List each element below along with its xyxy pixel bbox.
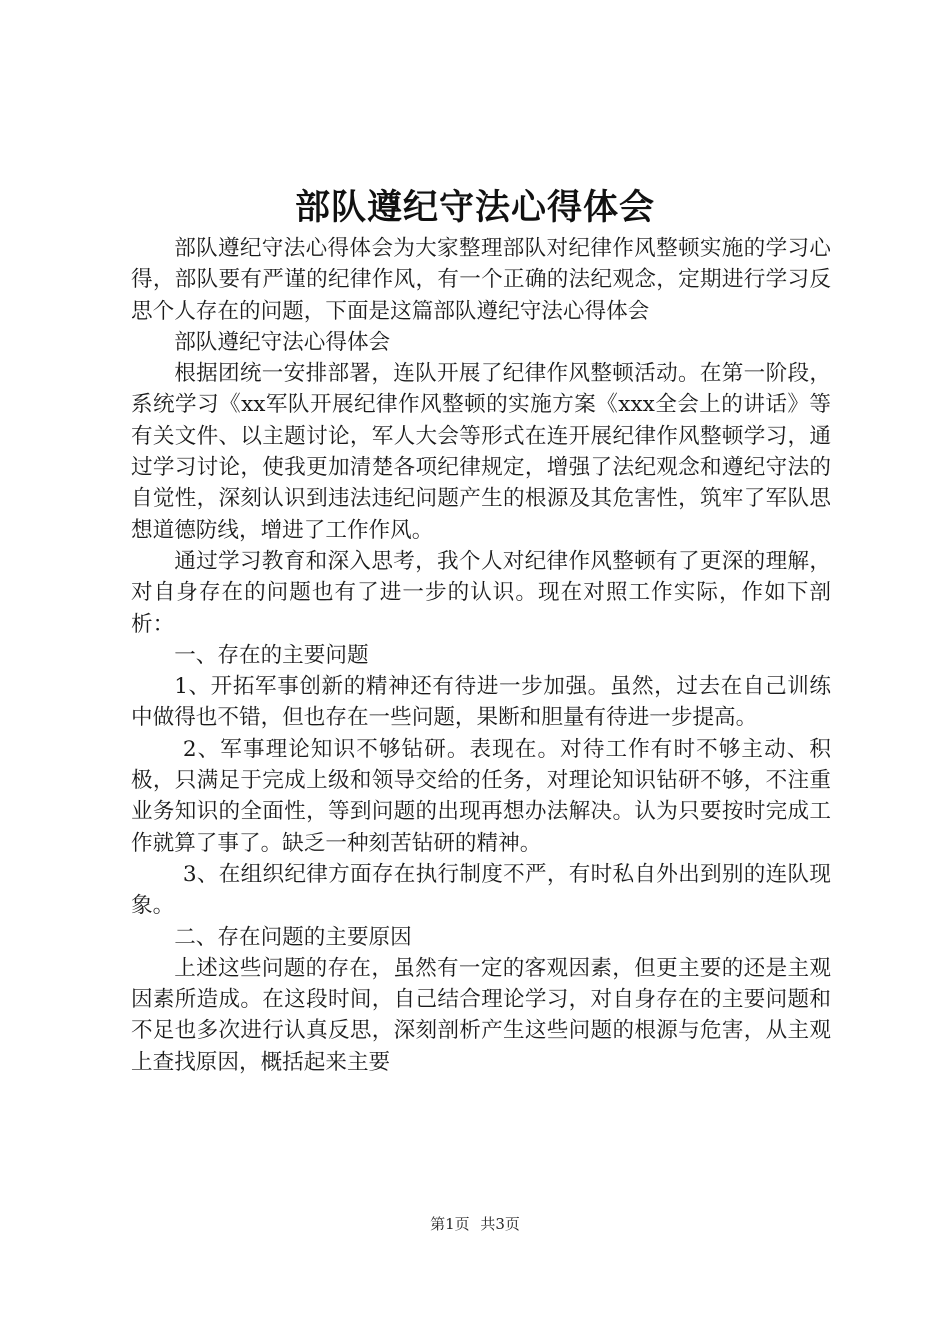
paragraph-intro: 部队遵纪守法心得体会为大家整理部队对纪律作风整顿实施的学习心得，部队要有严谨的纪律作风，有一个正确的法纪观念，定期进行学习反思个人存在的问题，下面是这篇部队遵纪守法心得体会 xyxy=(131,236,831,324)
document-title: 部队遵纪守法心得体会 xyxy=(294,188,655,228)
page-number: 第1页 xyxy=(430,1215,470,1233)
page-footer xyxy=(0,1213,950,1235)
paragraph-subtitle: 部队遵纪守法心得体会 xyxy=(174,329,391,355)
paragraph: 通过学习教育和深入思考，我个人对纪律作风整顿有了更深的理解，对自身存在的问题也有了进一步的认识。现在对照工作实际，作如下剖析： xyxy=(131,548,831,637)
section-heading: 一、存在的主要问题 xyxy=(174,642,369,668)
list-item: 3、在组织纪律方面存在执行制度不严，有时私自外出到别的连队现象。 xyxy=(131,861,831,919)
section-heading: 二、存在问题的主要原因 xyxy=(174,924,412,950)
paragraph: 根据团统一安排部署，连队开展了纪律作风整顿活动。在第一阶段，系统学习《xx军队开展纪律作风整顿的实施方案《xxx全会上的讲话》等有关文件、以主题讨论，军人大会等形式在连开展纪律作风整顿学习，通过学习讨论，使我更加清楚各项纪律规定，增强了法纪观念和遵纪守法的自觉性，深刻认识到违法违纪问题产生的根源及其危害性，筑牢了军队思想道德防线，增进了工作作风。 xyxy=(131,361,831,543)
paragraph: 上述这些问题的存在，虽然有一定的客观因素，但更主要的还是主观因素所造成。在这段时间，自己结合理论学习，对自身存在的主要问题和不足也多次进行认真反思，深刻剖析产生这些问题的根源与危害，从主观上查找原因，概括起来主要 xyxy=(131,955,831,1075)
list-item: 2、军事理论知识不够钻研。表现在。对待工作有时不够主动、积极，只满足于完成上级和领导交给的任务，对理论知识钻研不够，不注重业务知识的全面性，等到问题的出现再想办法解决。认为只要按时完成工作就算了事了。缺乏一种刻苦钻研的精神。 xyxy=(131,736,831,856)
page-total: 共3页 xyxy=(480,1215,520,1233)
document-body xyxy=(131,233,831,1078)
list-item: 1、开拓军事创新的精神还有待进一步加强。虽然，过去在自己训练中做得也不错，但也存在一些问题，果断和胆量有待进一步提高。 xyxy=(131,674,831,731)
